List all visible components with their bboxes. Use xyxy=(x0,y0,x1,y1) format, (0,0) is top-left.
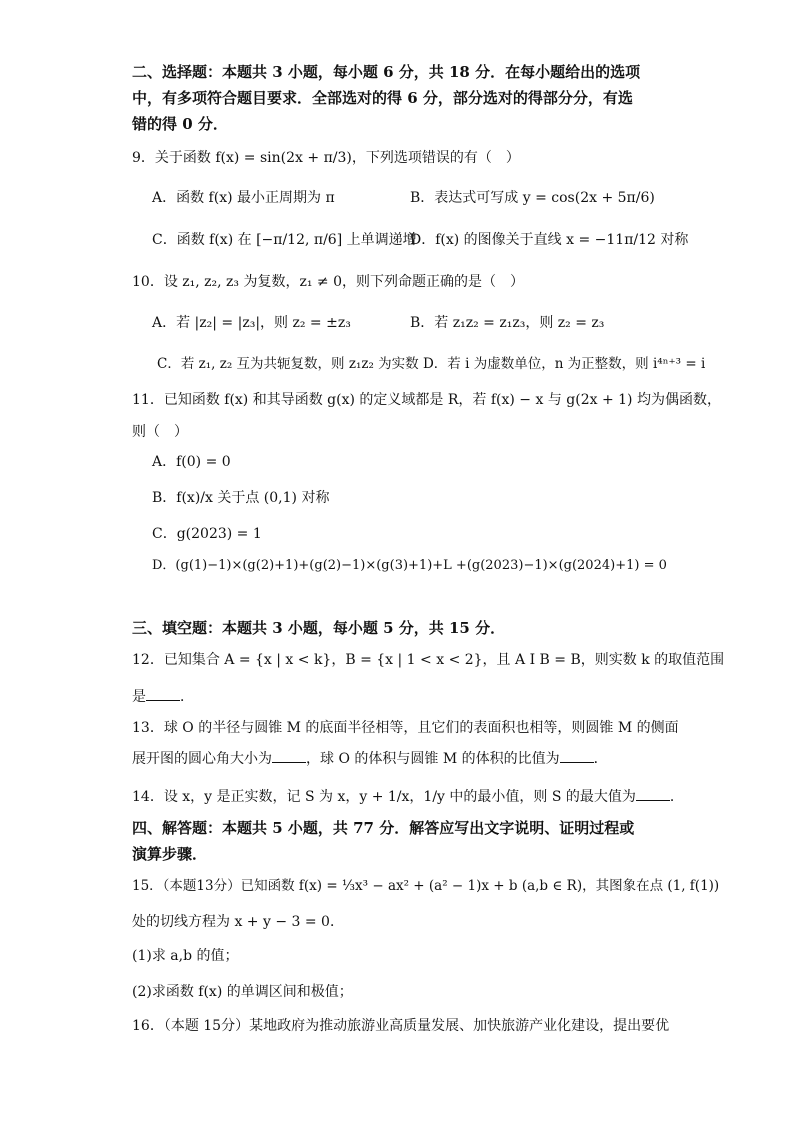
q10-stem: 10．设 z₁, z₂, z₃ 为复数，z₁ ≠ 0，则下列命题正确的是（ ） xyxy=(132,274,525,290)
q14-text: 14．设 x，y 是正实数，记 S 为 x，y + 1/x，1/y 中的最小值，则 S 的最大值为 xyxy=(132,789,636,805)
q10-option-a: A．若 |z₂| = |z₃|，则 z₂ = ±z₃ xyxy=(152,315,351,331)
section3-title: 三、填空题：本题共 3 小题，每小题 5 分，共 15 分． xyxy=(132,619,506,637)
q11-option-a: A．f(0) = 0 xyxy=(152,454,231,470)
q13-line2b: ，球 O 的体积与圆锥 M 的体积的比值为 xyxy=(306,751,560,767)
q15-line2: 处的切线方程为 x + y − 3 = 0． xyxy=(132,914,344,930)
q13-line2a: 展开图的圆心角大小为 xyxy=(132,751,272,767)
q9-stem: 9．关于函数 f(x) = sin(2x + π/3)，下列选项错误的有（ ） xyxy=(132,150,520,166)
q11-option-c: C．g(2023) = 1 xyxy=(152,526,262,542)
q15-line1: 15．（本题13分）已知函数 f(x) = ⅓x³ − ax² + (a² − 1)x + b (a,b ∈ R)，其图象在点 (1, f(1)) xyxy=(132,878,720,894)
q14-line: 14．设 x，y 是正实数，记 S 为 x，y + 1/x，1/y 中的最小值，则 S 的最大值为 ． xyxy=(132,786,684,807)
q11-stem-line1: 11．已知函数 f(x) 和其导函数 g(x) 的定义域都是 R，若 f(x) − x 与 g(2x + 1) 均为偶函数， xyxy=(132,392,721,408)
answer-blank xyxy=(146,686,180,701)
q9-option-a: A．函数 f(x) 最小正周期为 π xyxy=(152,190,335,206)
section2-line1: 二、选择题：本题共 3 小题，每小题 6 分，共 18 分．在每小题给出的选项 xyxy=(132,63,641,81)
section2-line2: 中，有多项符合题目要求．全部选对的得 6 分，部分选对的得部分分，有选 xyxy=(132,89,633,107)
q16-line1: 16．（本题 15分）某地政府为推动旅游业高质量发展、加快旅游产业化建设，提出要优 xyxy=(132,1018,670,1034)
q13-line1: 13．球 O 的半径与圆锥 M 的底面半径相等，且它们的表面积也相等，则圆锥 M 的侧面 xyxy=(132,720,679,736)
q9-option-c: C．函数 f(x) 在 [−π/12, π/6] 上单调递增 xyxy=(152,232,417,248)
q12-line2-text: 是 xyxy=(132,689,146,705)
section2-line3: 错的得 0 分． xyxy=(132,115,228,133)
q9-option-b: B．表达式可写成 y = cos(2x + 5π/6) xyxy=(410,190,655,206)
q11-option-b: B．f(x)/x 关于点 (0,1) 对称 xyxy=(152,490,330,506)
q11-stem-line2: 则（ ） xyxy=(132,424,188,440)
q13-line2: 展开图的圆心角大小为 ，球 O 的体积与圆锥 M 的体积的比值为 ． xyxy=(132,748,608,769)
q15-part1: (1)求 a,b 的值； xyxy=(132,948,239,964)
q9-option-d: D．f(x) 的图像关于直线 x = −11π/12 对称 xyxy=(410,232,689,248)
q12-line1: 12．已知集合 A = {x | x < k}，B = {x | 1 < x < 2}，且 A I B = B，则实数 k 的取值范围 xyxy=(132,652,725,668)
q15-part2: (2)求函数 f(x) 的单调区间和极值； xyxy=(132,984,353,1000)
answer-blank xyxy=(272,748,306,763)
answer-blank xyxy=(560,748,594,763)
q10-option-b: B．若 z₁z₂ = z₁z₃，则 z₂ = z₃ xyxy=(410,315,605,331)
q10-option-cd: C．若 z₁, z₂ 互为共轭复数，则 z₁z₂ 为实数 D．若 i 为虚数单位，n 为正整数，则 i⁴ⁿ⁺³ = i xyxy=(157,356,706,372)
section4-line2: 演算步骤． xyxy=(132,845,208,863)
q12-line2: 是 ． xyxy=(132,686,194,707)
section4-line1: 四、解答题：本题共 5 小题，共 77 分．解答应写出文字说明、证明过程或 xyxy=(132,819,635,837)
answer-blank xyxy=(636,786,670,801)
q11-option-d: D．(g(1)−1)×(g(2)+1)+(g(2)−1)×(g(3)+1)+L +(g(2023)−1)×(g(2024)+1) = 0 xyxy=(152,558,667,573)
